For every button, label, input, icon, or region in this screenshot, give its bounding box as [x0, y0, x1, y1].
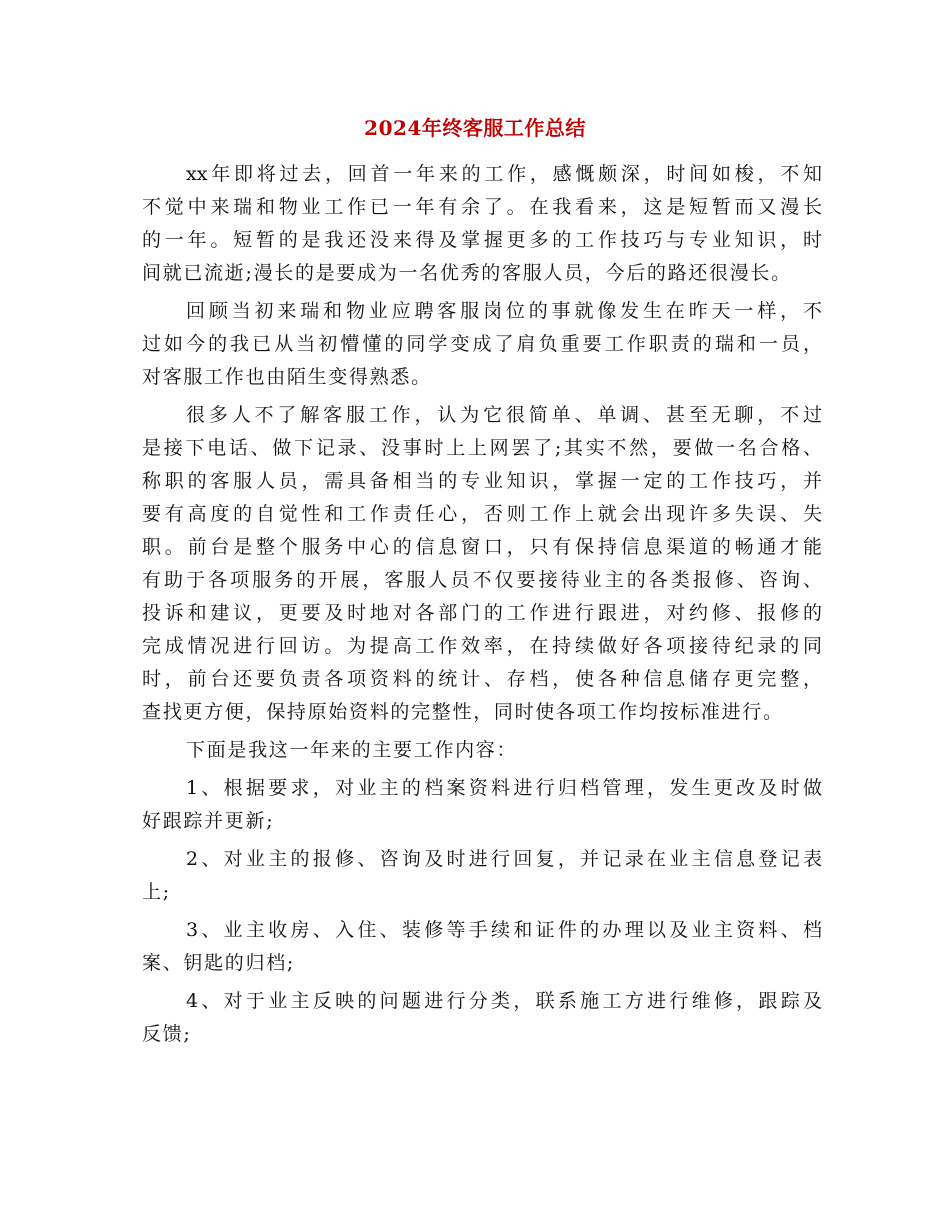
- text-line: 反馈;: [142, 1023, 192, 1045]
- paragraph: [142, 734, 822, 767]
- text-line: 时，前台还要负责各项资料的统计、存档，使各种信息储存更完整，: [142, 668, 822, 690]
- paragraph: [142, 295, 822, 394]
- text-line: 3、业主收房、入住、装修等手续和证件的办理以及业主资料、档: [186, 919, 822, 941]
- text-line: 间就已流逝;漫长的是要成为一名优秀的客服人员，今后的路还很漫长。: [142, 262, 792, 284]
- text-line: 称职的客服人员，需具备相当的专业知识，掌握一定的工作技巧，并: [142, 470, 822, 492]
- text-line: 很多人不了解客服工作，认为它很简单、单调、甚至无聊，不过: [186, 404, 822, 426]
- paragraph: [142, 158, 822, 290]
- text-line: 下面是我这一年来的主要工作内容：: [186, 739, 518, 761]
- text-line: 1、根据要求，对业主的档案资料进行归档管理，发生更改及时做: [186, 777, 822, 799]
- paragraph: [142, 843, 822, 909]
- text-line: 完成情况进行回访。为提高工作效率，在持续做好各项接待纪录的同: [142, 635, 822, 657]
- text-line: 职。前台是整个服务中心的信息窗口，只有保持信息渠道的畅通才能: [142, 536, 822, 558]
- text-line: 好跟踪并更新;: [142, 810, 275, 832]
- text-line: 4、对于业主反映的问题进行分类，联系施工方进行维修，跟踪及: [186, 990, 822, 1012]
- document-body: [142, 158, 822, 1051]
- text-line: 过如今的我已从当初懵懂的同学变成了肩负重要工作职责的瑞和一员，: [142, 333, 822, 355]
- document-title: 2024年终客服工作总结: [364, 116, 586, 140]
- text-line: 案、钥匙的归档;: [142, 952, 296, 974]
- text-line: 查找更方便，保持原始资料的完整性，同时使各项工作均按标准进行。: [142, 701, 784, 723]
- text-line: 对客服工作也由陌生变得熟悉。: [142, 366, 432, 388]
- text-line: 投诉和建议，更要及时地对各部门的工作进行跟进，对约修、报修的: [142, 602, 822, 624]
- text-line: 要有高度的自觉性和工作责任心，否则工作上就会出现许多失误、失: [142, 503, 822, 525]
- paragraph: [142, 985, 822, 1051]
- paragraph: [142, 772, 822, 838]
- text-line: 上;: [142, 881, 171, 903]
- paragraph: [142, 914, 822, 980]
- text-line: xx年即将过去，回首一年来的工作，感慨颇深，时间如梭，不知: [186, 163, 822, 185]
- text-line: 回顾当初来瑞和物业应聘客服岗位的事就像发生在昨天一样，不: [186, 300, 822, 322]
- text-line: 是接下电话、做下记录、没事时上上网罢了;其实不然，要做一名合格、: [142, 437, 822, 459]
- text-line: 有助于各项服务的开展，客服人员不仅要接待业主的各类报修、咨询、: [142, 569, 822, 591]
- paragraph: [142, 399, 822, 729]
- text-line: 不觉中来瑞和物业工作已一年有余了。在我看来，这是短暂而又漫长: [142, 196, 822, 218]
- text-line: 的一年。短暂的是我还没来得及掌握更多的工作技巧与专业知识，时: [142, 229, 822, 251]
- text-line: 2、对业主的报修、咨询及时进行回复，并记录在业主信息登记表: [186, 848, 822, 870]
